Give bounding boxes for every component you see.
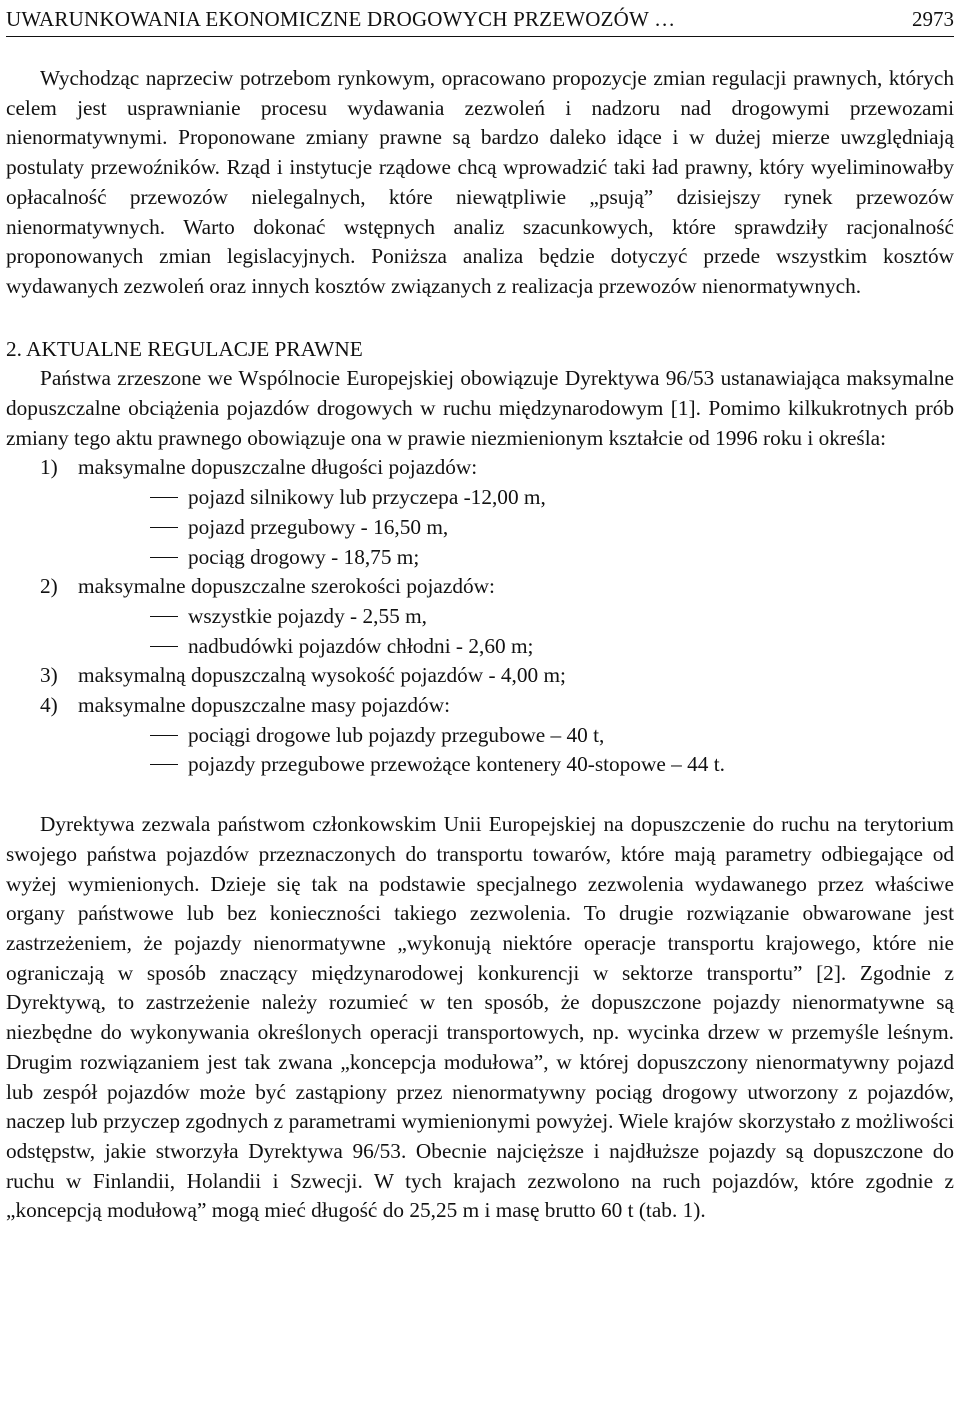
- list-number: 2): [40, 574, 58, 599]
- list-number: 4): [40, 693, 58, 718]
- sub-list-item: [78, 543, 954, 573]
- dash-bullet: [150, 735, 178, 736]
- dash-bullet: [150, 497, 178, 498]
- paragraph-intro: Wychodząc naprzeciw potrzebom rynkowym, opracowano propozycje zmian regulacji prawnych, których celem jest usprawnianie procesu wydawania zezwoleń i nadzoru nad drogowymi przewozami nienormatywnymi. Proponowane zmiany prawne są bardzo daleko idące i w dużej mierze uwzględniają postulaty przewoźników. Rząd i instytucje rządowe chcą wprowadzić taki ład prawny, który wyeliminowałby opłacalność przewozów nielegalnych, które niewątpliwie „psują” dzisiejszy rynek przewozów nienormatywnych. Warto dokonać wstępnych analiz szacunkowych, które sprawdziły racjonalność proponowanych zmian legislacyjnych. Poniższa analiza będzie dotyczyć przede wszystkim kosztów wydawanych zezwoleń oraz innych kosztów związanych z realizacja przewozów nienormatywnych.: [6, 66, 954, 298]
- paragraph-regulations: Państwa zrzeszone we Wspólnocie Europejskiej obowiązuje Dyrektywa 96/53 ustanawiająca maksymalne dopuszczalne obciążenia pojazdów drogowych w ruchu międzynarodowym [1]. Pomimo kilkukrotnych prób zmiany tego aktu prawnego obowiązuje ona w prawie niezmienionym kształcie od 1996 roku i określa:: [6, 366, 954, 450]
- sub-list-item: [78, 513, 954, 543]
- page-number: 2973: [912, 7, 954, 31]
- list-item: [6, 691, 954, 780]
- list-item-text: maksymalne dopuszczalne szerokości pojazdów:: [78, 574, 495, 599]
- dash-bullet: [150, 557, 178, 558]
- dash-bullet: [150, 616, 178, 617]
- sub-list: [78, 602, 954, 661]
- dash-bullet: [150, 764, 178, 765]
- dash-bullet: [150, 646, 178, 647]
- sub-list-item: [78, 602, 954, 632]
- sub-list-item-text: pociągi drogowe lub pojazdy przegubowe – 40 t,: [188, 722, 605, 747]
- sub-list-item: [78, 750, 954, 780]
- regulation-list: [6, 453, 954, 780]
- list-number: 3): [40, 663, 58, 688]
- sub-list-item-text: pojazd silnikowy lub przyczepa -12,00 m,: [188, 485, 546, 510]
- dash-bullet: [150, 527, 178, 528]
- body-text: [6, 64, 954, 1226]
- list-item-text: maksymalne dopuszczalne długości pojazdów:: [78, 455, 478, 480]
- sub-list-item-text: pociąg drogowy - 18,75 m;: [188, 544, 420, 569]
- sub-list-item: [78, 632, 954, 662]
- sub-list-item: [78, 483, 954, 513]
- list-item: [6, 453, 954, 572]
- sub-list: [78, 721, 954, 780]
- list-item: [6, 572, 954, 661]
- paragraph-directive: Dyrektywa zezwala państwom członkowskim Unii Europejskiej na dopuszczenie do ruchu na terytorium swojego państwa pojazdów przeznaczonych do transportu towarów, które mają parametry odbiegające od wyżej wymienionych. Dzieje się tak na podstawie specjalnego zezwolenia wydawanego przez właściwe organy państwowe lub bez konieczności takiego zezwolenia. To drugie rozwiązanie obwarowane jest zastrzeżeniem, że pojazdy nienormatywne „wykonują niektóre operacje transportu krajowego, które nie ograniczają w sposób znaczący międzynarodowej konkurencji w sektorze transportu” [2]. Zgodnie z Dyrektywą, to zastrzeżenie należy rozumieć w ten sposób, że dopuszczone pojazdy nienormatywne są niezbędne do wykonywania określonych operacji transportowych, np. wycinka drzew w przemyśle leśnym. Drugim rozwiązaniem jest tak zwana „koncepcja modułowa”, w której dopuszczony nienormatywny pojazd lub zespół pojazdów może być zastąpiony przez nienormatywny pociąg drogowy utworzony z pojazdów, naczep lub przyczep zgodnych z parametrami wymienionymi powyżej. Wiele krajów skorzystało z możliwości odstępstw, jakie stworzyła Dyrektywa 96/53. Obecnie najcięższe i najdłuższe pojazdy są dopuszczone do ruchu w Finlandii, Holandii i Szwecji. W tych krajach zezwolono na ruch pojazdów, które zgodnie z „koncepcją modułową” mogą mieć długość do 25,25 m i masę brutto 60 t (tab. 1).: [6, 812, 954, 1223]
- list-item-text: maksymalne dopuszczalne masy pojazdów:: [78, 693, 450, 718]
- sub-list-item-text: pojazd przegubowy - 16,50 m,: [188, 514, 449, 539]
- sub-list-item-text: pojazdy przegubowe przewożące kontenery 40-stopowe – 44 t.: [188, 752, 725, 777]
- header-title: UWARUNKOWANIA EKONOMICZNE DROGOWYCH PRZEWOZÓW …: [6, 7, 676, 31]
- list-number: 1): [40, 455, 58, 480]
- list-item-text: maksymalną dopuszczalną wysokość pojazdów - 4,00 m;: [78, 663, 566, 688]
- sub-list-item-text: wszystkie pojazdy - 2,55 m,: [188, 603, 427, 628]
- sub-list: [78, 483, 954, 572]
- section-heading: 2. AKTUALNE REGULACJE PRAWNE: [6, 336, 363, 361]
- sub-list-item: [78, 721, 954, 751]
- sub-list-item-text: nadbudówki pojazdów chłodni - 2,60 m;: [188, 633, 534, 658]
- running-header: [6, 6, 954, 37]
- list-item: [6, 661, 954, 691]
